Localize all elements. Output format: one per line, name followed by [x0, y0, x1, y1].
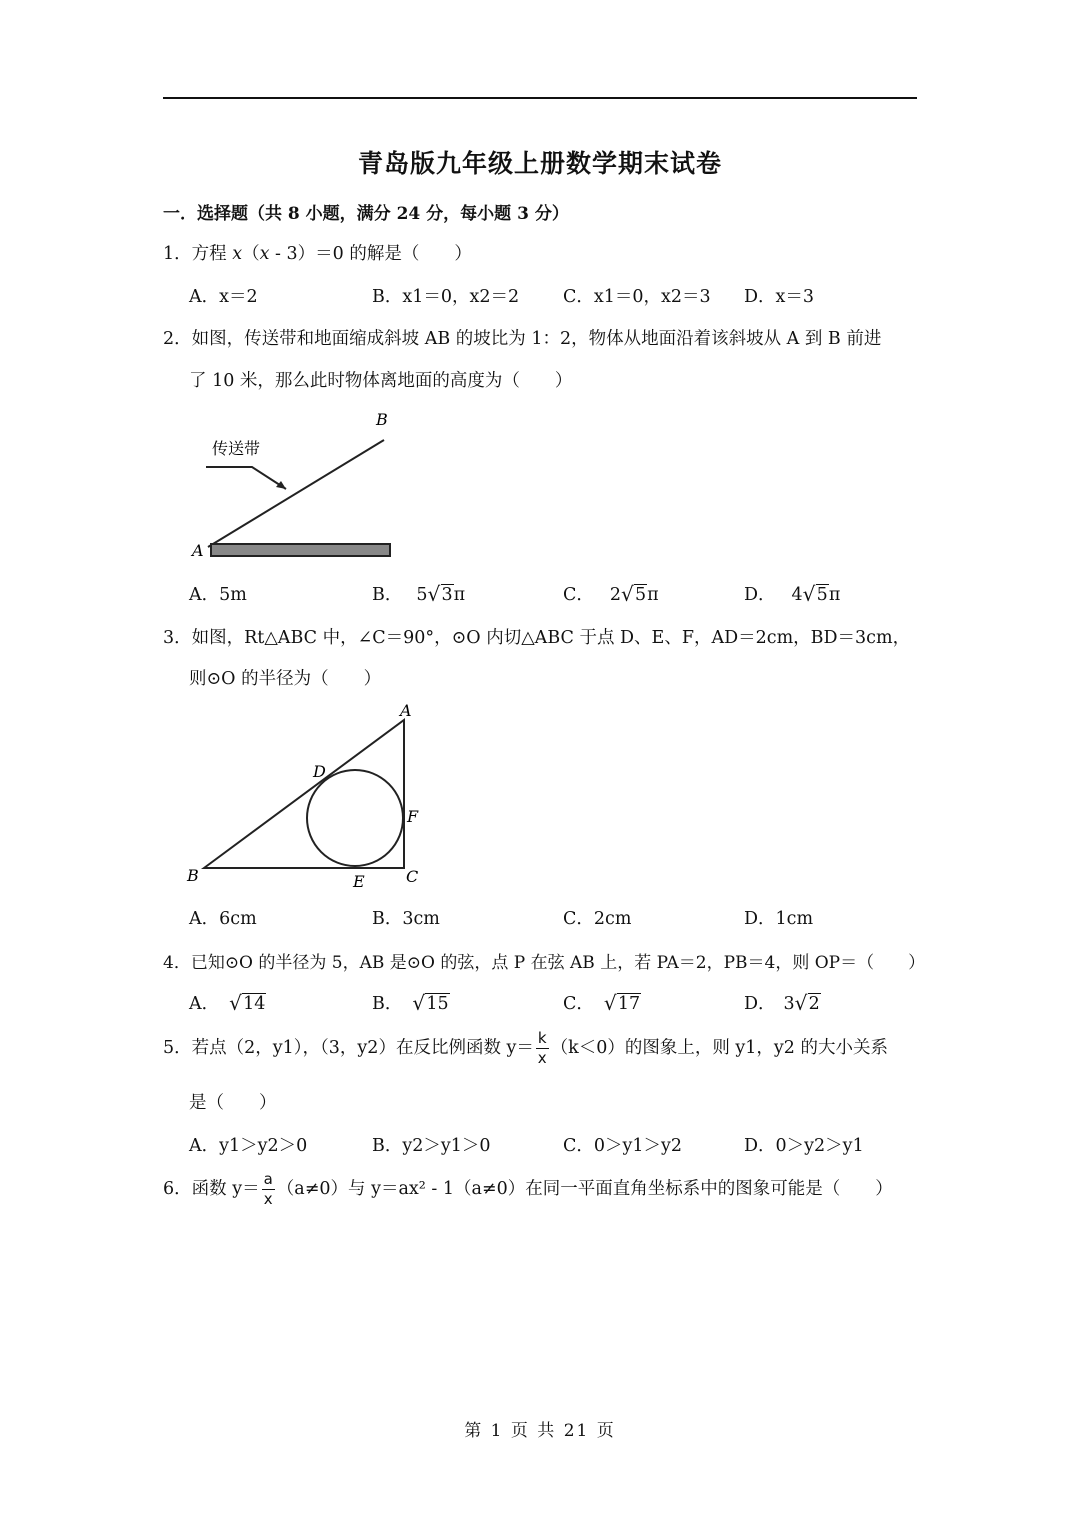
question-5-stem-line1: 5．若点（2，y1），（3，y2）在反比例函数 y＝ $\frac{k}{x}$ （k＜0）的图象上，则 y1，y2 的大小关系: [163, 1029, 888, 1067]
question-3-stem-line1: 3．如图，Rt△ABC 中，∠C＝90°，⊙O 内切△ABC 于点 D、E、F，AD＝2cm，BD＝3cm，: [163, 628, 911, 648]
sqrt-symbol: √ 5: [621, 582, 647, 606]
sqrt-symbol: √ 5: [802, 582, 828, 606]
option-a[interactable]: A．5m: [189, 585, 247, 605]
label-conveyor: 传送带: [212, 439, 261, 458]
option-c[interactable]: C．x1＝0，x2＝3: [563, 287, 711, 307]
option-b[interactable]: B．3cm: [372, 909, 440, 929]
section-heading: 一．选择题（共 8 小题，满分 24 分，每小题 3 分）: [163, 204, 569, 224]
sqrt-symbol: √ 2: [794, 991, 820, 1015]
label-b: B: [376, 410, 388, 429]
arrow-head-icon: [276, 481, 286, 489]
label-a: A: [400, 701, 412, 720]
question-5-options: [189, 1132, 919, 1158]
question-3-options: [189, 905, 919, 931]
option-a[interactable]: A．6cm: [189, 909, 257, 929]
label-a: A: [192, 541, 204, 560]
option-d[interactable]: D．x＝3: [744, 287, 815, 307]
question-5-stem-line2: 是（ ）: [189, 1093, 277, 1113]
label-e: E: [353, 872, 365, 891]
page-footer: 第 1 页 共 21 页: [464, 1421, 616, 1441]
question-4-stem: 4．已知⊙O 的半径为 5，AB 是⊙O 的弦，点 P 在弦 AB 上，若 PA＝2，PB＝4，则 OP＝（ ）: [163, 953, 926, 973]
option-c[interactable]: C．2cm: [563, 909, 632, 929]
sqrt-symbol: √ 17: [603, 991, 641, 1015]
label-c: C: [406, 867, 419, 886]
option-c[interactable]: C．0＞y1＞y2: [563, 1136, 683, 1156]
option-b[interactable]: B．y2＞y1＞0: [372, 1136, 491, 1156]
top-rule: [163, 97, 917, 99]
option-c[interactable]: C． 2 √ 5π: [563, 582, 659, 606]
conveyor-slope-figure: [190, 405, 410, 565]
label-d: D: [313, 762, 326, 781]
option-d[interactable]: D．1cm: [744, 909, 814, 929]
option-a[interactable]: A． √ 14: [189, 991, 266, 1015]
option-b[interactable]: B． √ 15: [372, 991, 449, 1015]
question-6-stem: 6．函数 y＝ $\frac{a}{x}$ （a≠0）与 y＝ax² - 1（a≠0）在同一平面直角坐标系中的图象可能是（ ）: [163, 1170, 893, 1208]
option-a[interactable]: A．y1＞y2＞0: [189, 1136, 308, 1156]
fraction-a-over-x: $\frac{a}{x}$: [263, 1170, 273, 1208]
question-2-options: [189, 581, 919, 607]
sqrt-symbol: √ 15: [412, 991, 449, 1015]
question-4-options: [189, 990, 919, 1016]
page-title: 青岛版九年级上册数学期末试卷: [357, 149, 722, 178]
question-1-options: [189, 283, 919, 309]
label-b: B: [187, 866, 199, 885]
incircle-o: [307, 770, 403, 866]
sqrt-symbol: √ 3: [427, 582, 453, 606]
incircle-triangle-figure: [185, 700, 430, 892]
sqrt-symbol: √ 14: [229, 991, 266, 1015]
option-d[interactable]: D． 3 √ 2: [744, 991, 820, 1015]
fraction-k-over-x: $\frac{k}{x}$: [537, 1029, 547, 1067]
question-1-stem: 1．方程 x（x - 3）＝0 的解是（ ）: [163, 244, 472, 264]
label-f: F: [407, 807, 419, 826]
option-d[interactable]: D． 4 √ 5π: [744, 582, 841, 606]
question-2-stem-line2: 了 10 米，那么此时物体离地面的高度为（ ）: [189, 371, 573, 391]
question-3-stem-line2: 则⊙O 的半径为（ ）: [189, 669, 382, 689]
option-b[interactable]: B． 5 √ 3π: [372, 582, 466, 606]
option-a[interactable]: A．x＝2: [189, 287, 258, 307]
ground-bar: [211, 544, 390, 556]
belt-pointer-line: [206, 467, 286, 489]
option-c[interactable]: C． √ 17: [563, 991, 641, 1015]
triangle-abc: [204, 720, 404, 868]
option-d[interactable]: D．0＞y2＞y1: [744, 1136, 864, 1156]
option-b[interactable]: B．x1＝0，x2＝2: [372, 287, 520, 307]
question-2-stem-line1: 2．如图，传送带和地面缩成斜坡 AB 的坡比为 1：2，物体从地面沿着该斜坡从 A 到 B 前进: [163, 329, 882, 349]
